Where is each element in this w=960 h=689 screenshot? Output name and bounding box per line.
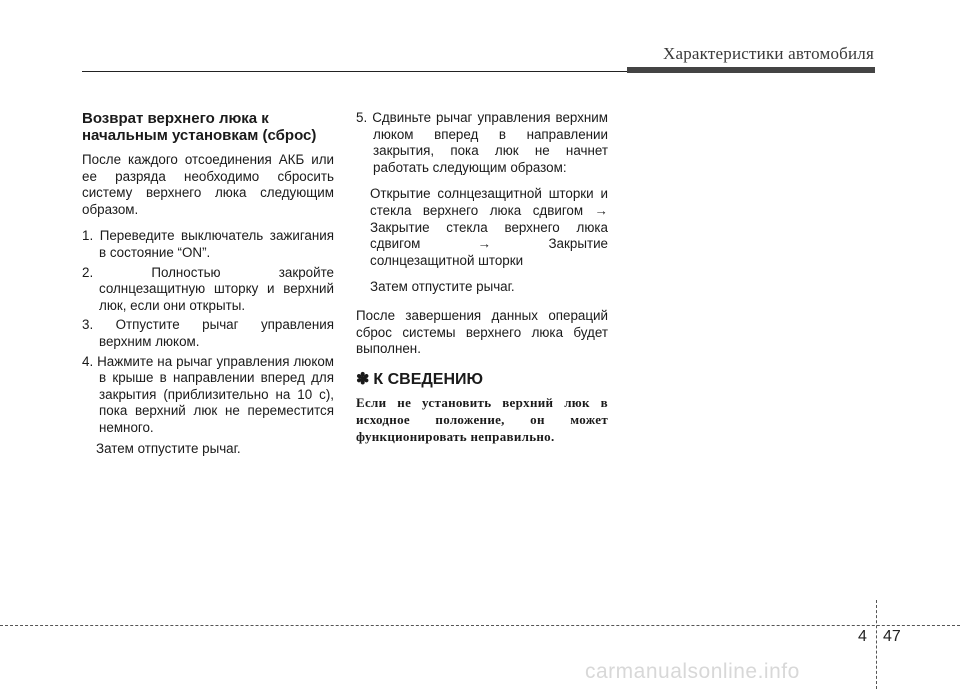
- left-column: [82, 110, 334, 457]
- footer-dashed-line: [0, 625, 960, 626]
- step-3: 3. Отпустите рычаг управления верхним люком.: [82, 317, 334, 349]
- step-1: 1. Переведите выключатель зажигания в состояние “ON”.: [82, 228, 334, 260]
- chapter-number: 4: [858, 628, 867, 645]
- notice-body: Если не установить верхний люк в исходное положение, он может функционировать неправильно.: [356, 395, 608, 445]
- completion-paragraph: После завершения данных операций сброс системы верхнего люка будет выполнен.: [356, 307, 608, 357]
- header-rule-thick: [627, 67, 875, 73]
- notice-heading: [356, 372, 608, 389]
- page-header-title: Характеристики автомобиля: [663, 44, 874, 63]
- notice-title: К СВЕДЕНИЮ: [373, 370, 484, 388]
- intro-paragraph: После каждого отсоединения АКБ или ее разряда необходимо сбросить систему верхнего люка следующим образом.: [82, 152, 334, 217]
- section-heading: Возврат верхнего люка к начальным установкам (сброс): [82, 110, 317, 144]
- watermark: carmanualsonline.info: [585, 660, 800, 683]
- footer-vertical-dashed-line: [876, 600, 877, 689]
- page-number: 47: [883, 628, 901, 645]
- notice-asterisk-icon: ✽: [356, 370, 370, 388]
- right-column: [356, 110, 608, 445]
- operation-sequence: Открытие солнцезащитной шторки и стекла верхнего люка сдвигом → Закрытие стекла верхнего люка сдвигом → Закрытие солнцезащитной шторки: [370, 186, 608, 268]
- step-4: 4. Нажмите на рычаг управления люком в крыше в направлении вперед для закрытия (приблизительно на 10 с), пока верхний люк не переместится немного.: [82, 353, 334, 435]
- release-lever-note: Затем отпустите рычаг.: [96, 440, 241, 456]
- header-rule-thin: [82, 71, 627, 72]
- step-5: 5. Сдвиньте рычаг управления верхним люком вперед в направлении закрытия, пока люк не начнет работать следующим образом:: [356, 110, 608, 175]
- step-2: 2. Полностью закройте солнцезащитную шторку и верхний люк, если они открыты.: [82, 264, 334, 313]
- release-lever-note-2: Затем отпустите рычаг.: [370, 279, 515, 295]
